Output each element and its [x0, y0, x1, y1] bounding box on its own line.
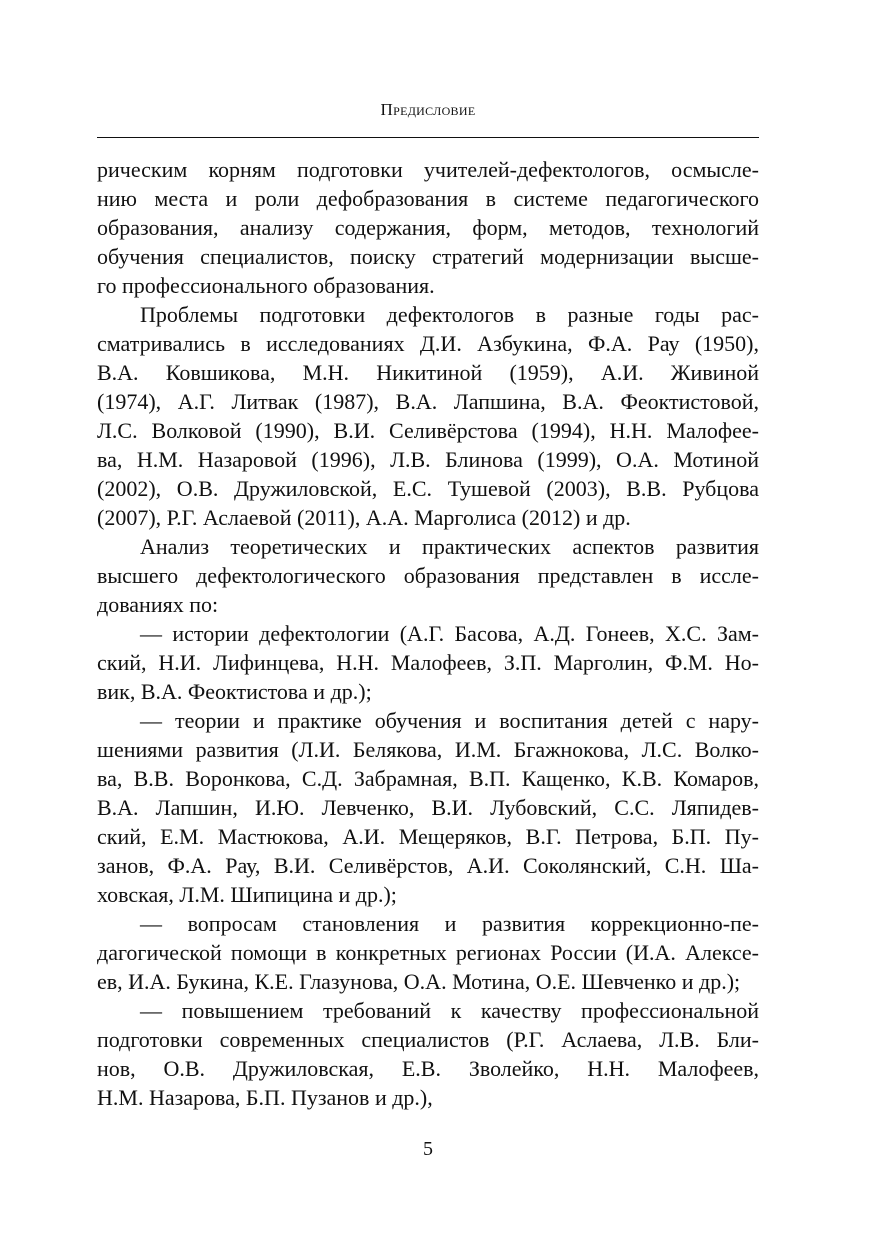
paragraph [97, 909, 759, 996]
text-line: ев, И.А. Букина, К.Е. Глазунова, О.А. Мотина, О.Е. Шевченко и др.); [97, 969, 741, 994]
paragraph [97, 300, 759, 532]
text-line: В.А. Лапшин, И.Ю. Левченко, В.И. Лубовский, С.С. Ляпидев- [97, 795, 759, 820]
text-line: образования, анализу содержания, форм, методов, технологий [97, 215, 759, 240]
text-line: — истории дефектологии (А.Г. Басова, А.Д. Гонеев, Х.С. Зам- [140, 621, 759, 646]
page-body [97, 155, 759, 1112]
text-line: ский, Е.М. Мастюкова, А.И. Мещеряков, В.Г. Петрова, Б.П. Пу- [97, 824, 759, 849]
running-header: Предисловие [380, 100, 476, 119]
text-line: обучения специалистов, поиску стратегий модернизации высше- [97, 244, 759, 269]
text-line: ва, Н.М. Назаровой (1996), Л.В. Блинова (1999), О.А. Мотиной [97, 447, 759, 472]
paragraph [97, 619, 759, 706]
text-line: Н.М. Назарова, Б.П. Пузанов и др.), [97, 1085, 433, 1110]
text-line: дагогической помощи в конкретных регионах России (И.А. Алексе- [97, 940, 759, 965]
paragraph [97, 532, 759, 619]
page-number: 5 [423, 1138, 433, 1160]
text-line: ва, В.В. Воронкова, С.Д. Забрамная, В.П. Кащенко, К.В. Комаров, [97, 766, 759, 791]
text-line: сматривались в исследованиях Д.И. Азбукина, Ф.А. Рау (1950), [97, 331, 759, 356]
text-line: рическим корням подготовки учителей-дефектологов, осмысле- [97, 157, 759, 182]
text-line: шениями развития (Л.И. Белякова, И.М. Бгажнокова, Л.С. Волко- [97, 737, 759, 762]
header-rule [97, 137, 759, 138]
text-line: подготовки современных специалистов (Р.Г. Аслаева, Л.В. Бли- [97, 1027, 759, 1052]
text-line: — теории и практике обучения и воспитания детей с нару- [140, 708, 759, 733]
paragraph [97, 706, 759, 909]
text-line: (2002), О.В. Дружиловской, Е.С. Тушевой (2003), В.В. Рубцова [97, 476, 759, 501]
text-line: высшего дефектологического образования представлен в иссле- [97, 563, 759, 588]
text-line: го профессионального образования. [97, 273, 435, 298]
text-line: (2007), Р.Г. Аслаевой (2011), А.А. Марголиса (2012) и др. [97, 505, 631, 530]
text-line: Анализ теоретических и практических аспектов развития [140, 534, 759, 559]
text-line: дованиях по: [97, 592, 219, 617]
text-line: Проблемы подготовки дефектологов в разные годы рас- [140, 302, 759, 327]
text-line: — повышением требований к качеству профессиональной [140, 998, 759, 1023]
text-line: (1974), А.Г. Литвак (1987), В.А. Лапшина, В.А. Феоктистовой, [97, 389, 759, 414]
paragraph [97, 155, 759, 300]
text-line: занов, Ф.А. Рау, В.И. Селивёрстов, А.И. Соколянский, С.Н. Ша- [97, 853, 759, 878]
text-line: В.А. Ковшикова, М.Н. Никитиной (1959), А.И. Живиной [97, 360, 759, 385]
text-line: ховская, Л.М. Шипицина и др.); [97, 882, 397, 907]
text-line: ский, Н.И. Лифинцева, Н.Н. Малофеев, З.П. Марголин, Ф.М. Но- [97, 650, 759, 675]
text-line: нов, О.В. Дружиловская, Е.В. Зволейко, Н.Н. Малофеев, [97, 1056, 759, 1081]
text-line: нию места и роли дефобразования в системе педагогического [97, 186, 759, 211]
text-line: Л.С. Волковой (1990), В.И. Селивёрстова (1994), Н.Н. Малофее- [97, 418, 759, 443]
text-line: — вопросам становления и развития коррекционно-пе- [140, 911, 759, 936]
paragraph [97, 996, 759, 1112]
text-line: вик, В.А. Феоктистова и др.); [97, 679, 372, 704]
